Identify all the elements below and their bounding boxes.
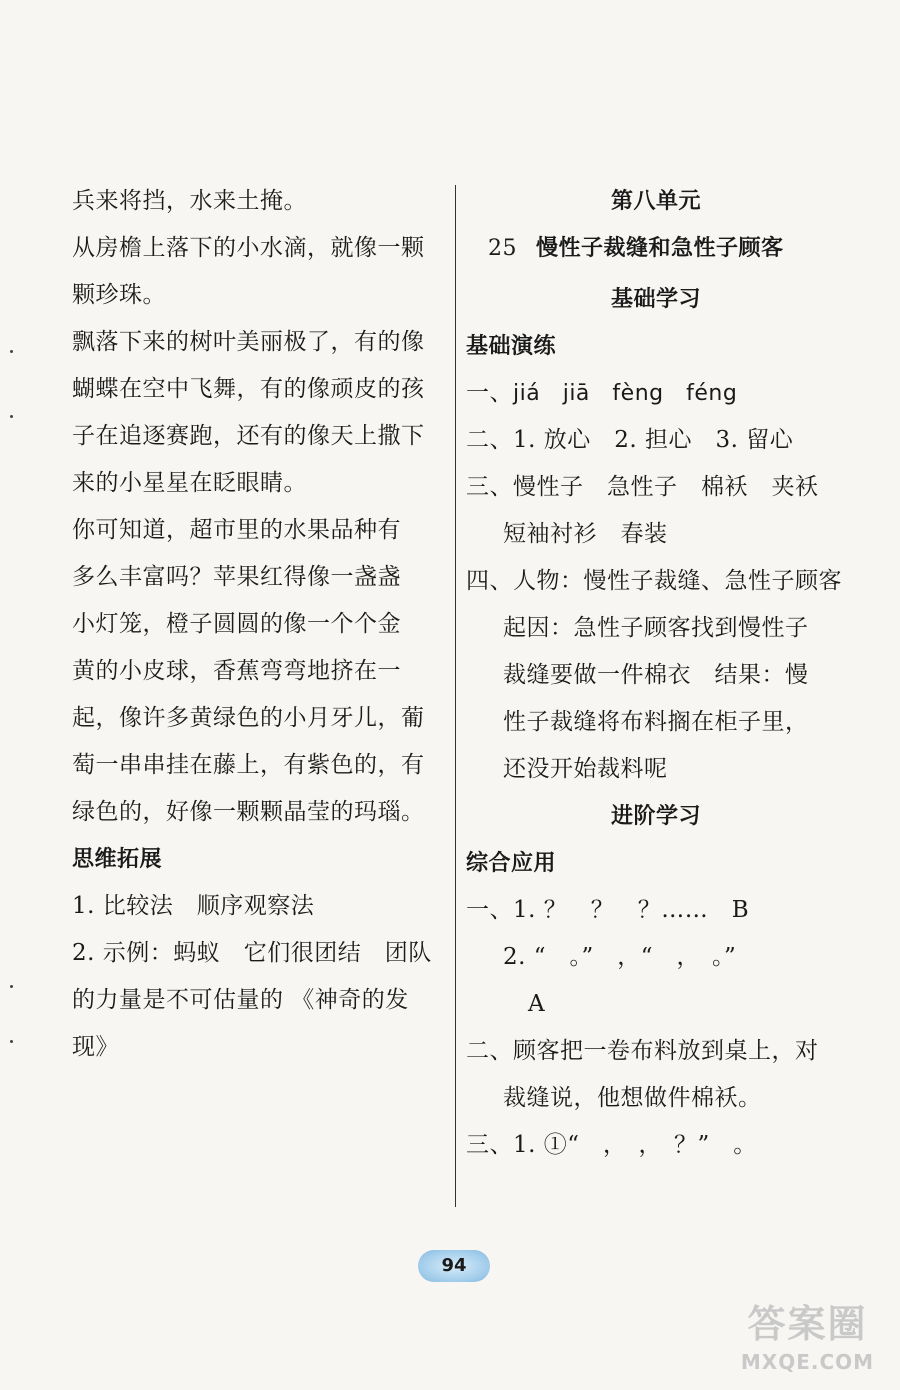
basic-subheading: 基础演练 (466, 334, 557, 359)
answer-a1-choice: A (528, 991, 546, 1017)
text-line: 从房檐上落下的小水滴，就像一颗 (72, 235, 425, 261)
lesson-title (466, 225, 846, 272)
text-line: 颗珍珠。 (72, 282, 166, 308)
answer-q1 (466, 370, 846, 417)
unit-title: 第八单元 (610, 189, 701, 214)
margin-dot (10, 350, 13, 353)
margin-dot (10, 1040, 13, 1043)
text-line: 绿色的，好像一颗颗晶莹的玛瑙。 (72, 799, 425, 825)
text-line: 你可知道，超市里的水果品种有 (72, 517, 401, 543)
page-number: 94 (418, 1250, 490, 1282)
q1-prefix: 一、 (466, 380, 513, 406)
answer-q4-cont: 性子裁缝将布料搁在柜子里， (503, 709, 809, 735)
watermark-cn: 答案圈 (747, 1302, 868, 1346)
text-line: 小灯笼，橙子圆圆的像一个个金 (72, 611, 401, 637)
left-column (72, 178, 444, 1071)
margin-dot (10, 415, 13, 418)
answer-a2-cont: 裁缝说，他想做件棉袄。 (503, 1085, 762, 1111)
advanced-subheading: 综合应用 (466, 851, 557, 876)
section-heading-thinking: 思维拓展 (72, 847, 163, 872)
site-watermark (720, 1300, 895, 1385)
answer-q4-cont: 起因：急性子顾客找到慢性子 (503, 615, 809, 641)
answer-q3: 三、慢性子 急性子 棉袄 夹袄 (466, 474, 819, 500)
text-line: 起，像许多黄绿色的小月牙儿，葡 (72, 705, 425, 731)
text-line: 兵来将挡，水来土掩。 (72, 188, 307, 214)
answer-line: 的力量是不可估量的 《神奇的发 (72, 987, 409, 1013)
text-line: 蝴蝶在空中飞舞，有的像顽皮的孩 (72, 376, 425, 402)
right-column (466, 178, 846, 1169)
answer-a3: 三、1. ①“ ， ， ？” 。 (466, 1132, 757, 1158)
answer-q4-cont: 裁缝要做一件棉衣 结果：慢 (503, 662, 809, 688)
text-line: 飘落下来的树叶美丽极了，有的像 (72, 329, 425, 355)
q1-pinyin: jiá jiā fèng féng (513, 381, 738, 406)
basic-heading: 基础学习 (610, 287, 701, 312)
watermark-url: MXQE.COM (740, 1350, 875, 1374)
answer-line: 现》 (72, 1034, 119, 1060)
answer-a1-cont: 2. “ 。” ，“ ， 。” (503, 944, 737, 970)
text-line: 来的小星星在眨眼睛。 (72, 470, 307, 496)
text-line: 黄的小皮球，香蕉弯弯地挤在一 (72, 658, 401, 684)
answer-a1: 一、1. ？ ？ ？…… B (466, 897, 750, 923)
answer-line: 1. 比较法 顺序观察法 (72, 893, 315, 919)
answer-a2: 二、顾客把一卷布料放到桌上，对 (466, 1038, 819, 1064)
column-divider (455, 185, 456, 1207)
text-line: 子在追逐赛跑，还有的像天上撒下 (72, 423, 425, 449)
answer-q2: 二、1. 放心 2. 担心 3. 留心 (466, 427, 794, 453)
lesson-title-text: 慢性子裁缝和急性子顾客 (536, 236, 784, 261)
text-line: 萄一串串挂在藤上，有紫色的，有 (72, 752, 425, 778)
answer-q4: 四、人物：慢性子裁缝、急性子顾客 (466, 568, 842, 594)
text-line: 多么丰富吗？苹果红得像一盏盏 (72, 564, 401, 590)
margin-dot (10, 985, 13, 988)
answer-line: 2. 示例：蚂蚁 它们很团结 团队 (72, 940, 432, 966)
answer-q4-cont: 还没开始裁料呢 (503, 756, 668, 782)
lesson-number: 25 (488, 236, 517, 261)
answer-q3-cont: 短袖衬衫 春装 (503, 521, 668, 547)
advanced-heading: 进阶学习 (610, 804, 701, 829)
